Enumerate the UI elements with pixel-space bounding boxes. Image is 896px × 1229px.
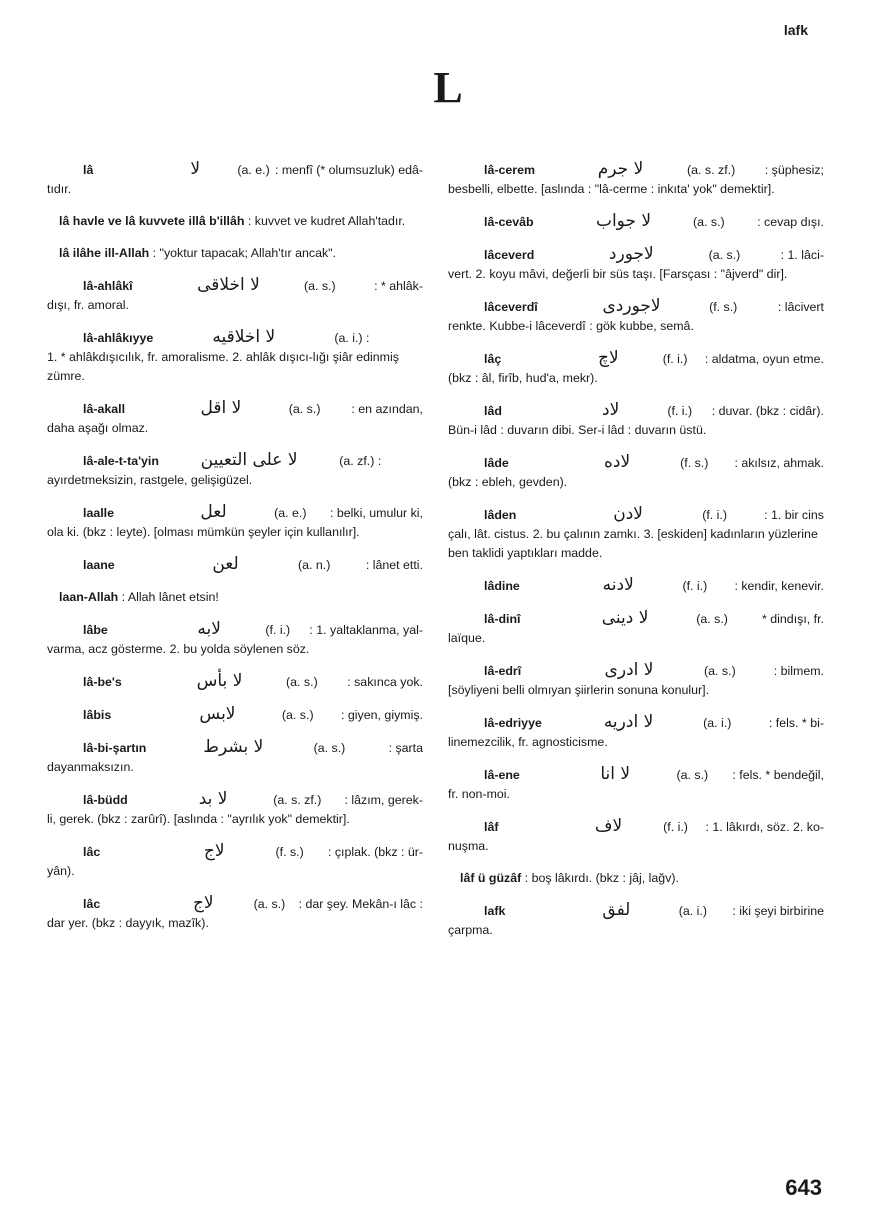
entry-arabic-spelling: لاچ [598, 348, 619, 368]
sub-entry [47, 244, 423, 263]
entry-lead-line [47, 842, 423, 862]
entry-definition-continued: [söyliyeni belli olmıyan şiirlerin sonuna konulur]. [448, 683, 710, 697]
entry-arabic-spelling: لابه [197, 619, 221, 639]
entry-headword: lâ-akall [83, 402, 126, 416]
entry-arabic-spelling: لا اقل [200, 398, 242, 418]
entry-arabic-spelling: لاجوردى [602, 296, 661, 316]
entry-lead-line [448, 576, 824, 596]
dictionary-entry [448, 661, 824, 700]
entry-arabic-spelling: لاده [603, 452, 631, 472]
entry-headword: lâc [83, 897, 101, 911]
entry-grammar: (a. s.) [281, 708, 314, 722]
entry-headword: lâbe [83, 623, 108, 637]
entry-definition-continued: dayanmaksızın. [47, 760, 134, 774]
entry-lead-line [448, 453, 824, 473]
entry-definition-continued: varma, acz gösterme. 2. bu yolda söylenen söz. [47, 642, 310, 656]
entry-headword: lâceverd [484, 248, 535, 262]
entry-grammar: (a. s.) [303, 279, 336, 293]
entry-headword: lâ-edrî [484, 664, 522, 678]
entry-grammar: (a. s.) [313, 741, 346, 755]
sub-entry [47, 212, 423, 231]
entry-grammar: (f. i.) [682, 579, 708, 593]
entry-lead-line [448, 401, 824, 421]
entry-grammar: (a. s. zf.) [687, 163, 736, 177]
dictionary-entry [47, 276, 423, 315]
dictionary-entry [448, 576, 824, 596]
entry-definition-start: : 1. bir cins [764, 508, 824, 522]
dictionary-entry [47, 451, 423, 490]
entry-headword: lâceverdî [484, 300, 538, 314]
guide-word: lafk [783, 22, 808, 38]
entry-definition-continued: tıdır. [47, 182, 72, 196]
entry-lead-line [448, 817, 824, 837]
entry-definition-continued: laïque. [448, 631, 486, 645]
dictionary-entry [47, 620, 423, 659]
sub-entry [47, 588, 423, 607]
entry-arabic-spelling: لعل [200, 502, 227, 522]
entry-definition-start: : fels. * bendeğil, [732, 768, 824, 782]
entry-lead-line [47, 503, 423, 523]
right-column [448, 160, 824, 953]
dictionary-entry [448, 713, 824, 752]
entry-definition-continued: fr. non-moi. [448, 787, 510, 801]
entry-definition-continued: 1. * ahlâkdışıcılık, fr. amoralisme. 2. ahlâk dışıcı-lığı şiâr edinmiş zümre. [47, 350, 399, 383]
entry-definition-start: : duvar. (bkz : cidâr). [711, 404, 824, 418]
entry-definition-start: : belki, umulur ki, [330, 506, 423, 520]
entry-headword: lâd [484, 404, 502, 418]
entry-arabic-spelling: لا اخلاقيه [212, 327, 276, 347]
entry-arabic-spelling: لا انا [600, 764, 631, 784]
entry-headword: laane [83, 558, 115, 572]
entry-definition-continued: dar yer. (bkz : dayyık, mazîk). [47, 916, 209, 930]
entry-definition-start: : akılsız, ahmak. [734, 456, 824, 470]
entry-headword: lâ-ahlâkıyye [83, 331, 154, 345]
entry-grammar: (a. s.) [704, 664, 736, 678]
page-number: 643 [785, 1175, 822, 1200]
entry-definition-start: : lâcivert [777, 300, 824, 314]
entry-arabic-spelling: لا بد [198, 789, 228, 809]
entry-definition-continued: (bkz : âl, firîb, hud'a, mekr). [448, 371, 598, 385]
entry-definition-continued: ola ki. (bkz : leyte). [olması mümkün şeyler için kullanılır]. [47, 525, 360, 539]
entry-grammar: (a. n.) [297, 558, 331, 572]
entry-lead-line [448, 901, 824, 921]
entry-arabic-spelling: لاج [192, 893, 214, 913]
entry-definition-start: : sakınca yok. [347, 675, 423, 689]
entry-headword: laalle [83, 506, 115, 520]
entry-lead-line [47, 620, 423, 640]
dictionary-entry [47, 672, 423, 692]
entry-headword: lâç [484, 352, 502, 366]
entry-grammar: (f. i.) [667, 404, 693, 418]
entry-lead-line [47, 276, 423, 296]
sub-entry-phrase: lâ ilâhe ill-Allah [59, 246, 150, 260]
dictionary-entry [448, 245, 824, 284]
entry-lead-line [448, 245, 824, 265]
dictionary-entry [448, 869, 824, 888]
entry-lead-line [448, 765, 824, 785]
dictionary-entry [448, 297, 824, 336]
entry-grammar: (a. s.) [286, 675, 318, 689]
entry-arabic-spelling: لا دينى [601, 608, 649, 628]
entry-headword: lâf [484, 820, 499, 834]
entry-headword: lâ-edriyye [484, 716, 542, 730]
entry-arabic-spelling: لا بشرط [203, 737, 264, 757]
entry-headword: lâ-ahlâkî [83, 279, 133, 293]
entry-arabic-spelling: لاج [203, 841, 225, 861]
dictionary-entry [448, 505, 824, 563]
entry-arabic-spelling: لاف [594, 816, 623, 836]
entry-headword: lâ-cerem [484, 163, 535, 177]
entry-lead-line [448, 609, 824, 629]
entry-lead-line [47, 328, 423, 348]
entry-definition-start: * dindışı, fr. [762, 612, 824, 626]
entry-definition-continued: Bün-i lâd : duvarın dibi. Ser-i lâd : duvarın üstü. [448, 423, 707, 437]
dictionary-entry [448, 765, 824, 804]
entry-headword: lâ-ale-t-ta'yin [83, 454, 159, 468]
entry-arabic-spelling: لا جرم [597, 159, 644, 179]
entry-definition-start: : 1. lâci- [780, 248, 824, 262]
entry-lead-line [47, 555, 423, 575]
entry-definition-start: : çıplak. (bkz : ür- [327, 845, 423, 859]
entry-definition-start: : lâzım, gerek- [344, 793, 423, 807]
sub-entry-text: : boş lâkırdı. (bkz : jâj, lağv). [524, 871, 679, 885]
entry-grammar: (a. i.) [678, 904, 708, 918]
entry-definition-continued: besbelli, elbette. [aslında : "lâ-cerme : inkıta' yok" demektir]. [448, 182, 775, 196]
entry-headword: lâ [83, 163, 94, 177]
sub-entry-text: : kuvvet ve kudret Allah'tadır. [247, 214, 406, 228]
entry-grammar: (a. s.) [693, 215, 725, 229]
entry-definition-start: : kendir, kenevir. [734, 579, 824, 593]
entry-arabic-spelling: لاد [602, 400, 620, 420]
entry-grammar: (a. s.) [288, 402, 321, 416]
entry-definition-start: : 1. yaltaklanma, yal- [309, 623, 423, 637]
entry-grammar: (a. i.) [703, 716, 732, 730]
entry-lead-line [448, 713, 824, 733]
dictionary-entry [47, 328, 423, 386]
entry-definition-start: : aldatma, oyun etme. [704, 352, 824, 366]
entry-definition-continued: çalı, lât. cistus. 2. bu çalının zamkı. 3. [eskiden] kadınların yüzlerine ben taklidi yaptıkları madde. [448, 527, 818, 560]
dictionary-entry [47, 503, 423, 542]
entry-lead-line [47, 894, 423, 914]
entry-headword: lâ-ene [484, 768, 520, 782]
entry-grammar: (a. e.) [237, 163, 270, 177]
entry-headword: lâde [484, 456, 509, 470]
entry-lead-line [448, 661, 824, 681]
sub-entry-phrase: lâ havle ve lâ kuvvete illâ b'illâh [59, 214, 245, 228]
entry-lead-line [448, 297, 824, 317]
entry-definition-start: : şüphesiz; [764, 163, 824, 177]
entry-definition-start: : iki şeyi birbirine [732, 904, 824, 918]
entry-lead-line [448, 160, 824, 180]
left-column [47, 160, 423, 946]
entry-lead-line [47, 160, 423, 180]
dictionary-entry [47, 705, 423, 725]
entry-grammar: (a. e.) [274, 506, 307, 520]
entry-lead-line [448, 505, 824, 525]
entry-definition-continued: vert. 2. koyu mâvi, değerli bir süs taşı. [Farsçası : "âjverd" dir]. [448, 267, 788, 281]
entry-headword: lâ-bi-şartın [83, 741, 147, 755]
dictionary-entry [47, 894, 423, 933]
entry-arabic-spelling: لا [190, 159, 201, 179]
entry-lead-line [47, 451, 423, 471]
dictionary-entry [47, 790, 423, 829]
entry-arabic-spelling: لعن [212, 554, 239, 574]
section-letter: L [433, 63, 463, 112]
entry-grammar: (f. i.) [662, 352, 688, 366]
entry-grammar: (a. s.) [708, 248, 741, 262]
entry-definition-start: : fels. * bi- [768, 716, 824, 730]
entry-definition-continued: nuşma. [448, 839, 489, 853]
entry-headword: lâ-be's [83, 675, 122, 689]
entry-definition-continued: li, gerek. (bkz : zarûrî). [aslında : "ayrılık yok" demektir]. [47, 812, 350, 826]
entry-definition-continued: dışı, fr. amoral. [47, 298, 129, 312]
entry-grammar: (f. s.) [709, 300, 738, 314]
entry-grammar: (a. s.) [676, 768, 709, 782]
dictionary-entry [448, 212, 824, 232]
entry-arabic-spelling: لا اخلاقى [197, 275, 260, 295]
sub-entry-phrase: laan-Allah [59, 590, 119, 604]
dictionary-entry [47, 212, 423, 231]
dictionary-entry [47, 399, 423, 438]
entry-definition-continued: (bkz : ebleh, gevden). [448, 475, 568, 489]
entry-grammar: (a. s. zf.) [273, 793, 322, 807]
entry-lead-line [448, 212, 824, 232]
dictionary-entry [448, 453, 824, 492]
entry-definition-start: : en azından, [351, 402, 423, 416]
entry-definition-continued: ayırdetmeksizin, rastgele, gelişigüzel. [47, 473, 253, 487]
sub-entry-phrase: lâf ü güzâf [460, 871, 522, 885]
dictionary-entry [448, 609, 824, 648]
entry-grammar: (f. i.) [265, 623, 291, 637]
entry-arabic-spelling: لادن [613, 504, 643, 524]
entry-arabic-spelling: لا على التعيين [200, 450, 298, 470]
entry-grammar: (a. i.) : [334, 331, 370, 345]
entry-headword: lâbis [83, 708, 112, 722]
entry-definition-continued: yân). [47, 864, 75, 878]
entry-grammar: (f. i.) [702, 508, 727, 522]
entry-grammar: (a. zf.) : [339, 454, 382, 468]
dictionary-entry [448, 160, 824, 199]
dictionary-entry [47, 842, 423, 881]
entry-lead-line [47, 738, 423, 758]
entry-headword: lâdine [484, 579, 520, 593]
entry-definition-start: : menfî (* olumsuzluk) edâ- [274, 163, 423, 177]
entry-headword: lâ-cevâb [484, 215, 534, 229]
entry-headword: lafk [484, 904, 506, 918]
sub-entry [448, 869, 824, 888]
entry-definition-continued: linemezcilik, fr. agnosticisme. [448, 735, 608, 749]
dictionary-entry [47, 588, 423, 607]
dictionary-entry [448, 817, 824, 856]
entry-lead-line [47, 790, 423, 810]
entry-lead-line [47, 705, 423, 725]
entry-definition-start: : şarta [388, 741, 423, 755]
sub-entry-text: : Allah lânet etsin! [121, 590, 219, 604]
entry-definition-start: : 1. lâkırdı, söz. 2. ko- [705, 820, 824, 834]
entry-arabic-spelling: لا جواب [595, 211, 652, 231]
entry-arabic-spelling: لادنه [602, 575, 634, 595]
entry-lead-line [47, 672, 423, 692]
entry-grammar: (f. s.) [680, 456, 709, 470]
entry-arabic-spelling: لاجورد [608, 244, 654, 264]
entry-definition-continued: renkte. Kubbe-i lâceverdî : gök kubbe, semâ. [448, 319, 694, 333]
entry-definition-start: : dar şey. Mekân-ı lâc : [298, 897, 423, 911]
entry-arabic-spelling: لا بأس [196, 671, 243, 691]
entry-grammar: (a. s.) [696, 612, 728, 626]
entry-grammar: (f. s.) [275, 845, 304, 859]
sub-entry-text: : "yoktur tapacak; Allah'tır ancak". [152, 246, 336, 260]
entry-arabic-spelling: لا ادرى [604, 660, 654, 680]
entry-headword: lâden [484, 508, 517, 522]
entry-headword: lâ-dinî [484, 612, 521, 626]
entry-arabic-spelling: لفق [602, 900, 631, 920]
entry-headword: lâ-büdd [83, 793, 128, 807]
entry-arabic-spelling: لا ادريه [603, 712, 654, 732]
entry-definition-continued: çarpma. [448, 923, 493, 937]
entry-headword: lâc [83, 845, 101, 859]
dictionary-entry [448, 349, 824, 388]
entry-lead-line [448, 349, 824, 369]
dictionary-entry [47, 244, 423, 263]
dictionary-entry [47, 738, 423, 777]
entry-definition-start: : * ahlâk- [374, 279, 423, 293]
entry-definition-start: : giyen, giymiş. [341, 708, 423, 722]
dictionary-entry [47, 555, 423, 575]
entry-definition-continued: daha aşağı olmaz. [47, 421, 149, 435]
entry-grammar: (a. s.) [253, 897, 286, 911]
entry-definition-start: : cevap dışı. [757, 215, 824, 229]
dictionary-entry [448, 401, 824, 440]
entry-definition-start: : lânet etti. [365, 558, 423, 572]
entry-lead-line [47, 399, 423, 419]
entry-definition-start: : bilmem. [773, 664, 824, 678]
entry-arabic-spelling: لابس [199, 704, 236, 724]
dictionary-entry [47, 160, 423, 199]
dictionary-entry [448, 901, 824, 940]
entry-grammar: (f. i.) [663, 820, 688, 834]
